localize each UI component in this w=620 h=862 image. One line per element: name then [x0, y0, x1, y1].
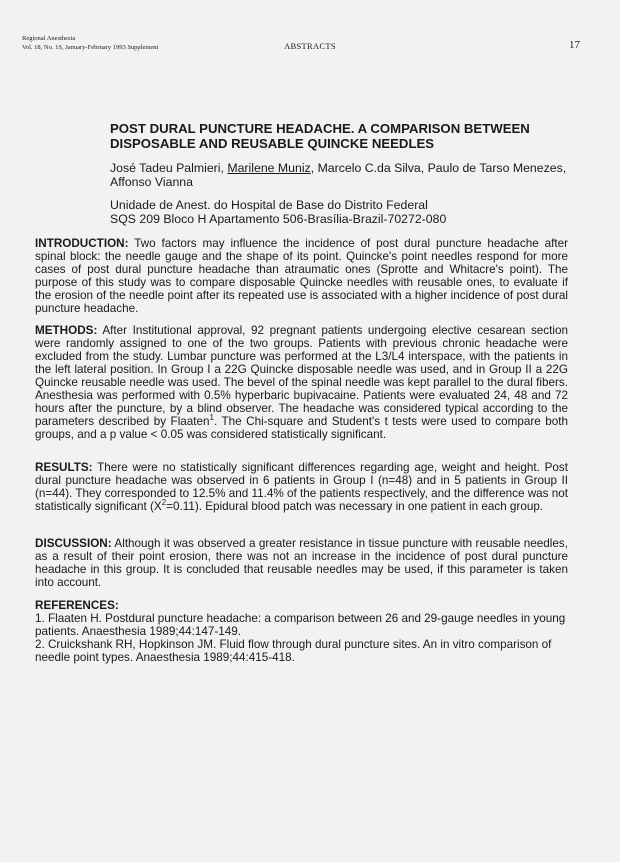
journal-name: Regional Anesthesia [22, 35, 76, 42]
reference-item: 2. Cruickshank RH, Hopkinson JM. Fluid flow through dural puncture sites. An in vitro comparison of needle point types. Anaesthesia 1989;44:415-418. [35, 638, 552, 664]
title-line-2: DISPOSABLE AND REUSABLE QUINCKE NEEDLES [110, 136, 435, 151]
results-section [35, 461, 568, 513]
results-heading: RESULTS: [35, 461, 93, 474]
section-title: ABSTRACTS [284, 41, 336, 51]
affiliation-line-2: SQS 209 Bloco H Apartamento 506-Brasília-Brazil-70272-080 [110, 212, 447, 226]
discussion-section [35, 537, 568, 589]
methods-text-b: . The Chi-square and Student's t tests were used to compare both groups, and a p value < 0.05 was considered statistically significant. [35, 415, 568, 441]
presenting-author: Marilene Muniz [227, 161, 311, 175]
authors [110, 161, 570, 189]
methods-ref-mark: 1 [209, 413, 214, 423]
methods-section [35, 324, 568, 441]
references-heading: REFERENCES: [35, 599, 119, 612]
introduction-text: Two factors may influence the incidence of post dural puncture headache after spinal block: the needle gauge and the shape of its point. Quincke's point needles respond for more cases of post dural puncture headache than atraumatic ones (Sprotte and Whitacre's point). The purpose of this study was to compare disposable Quincke needles with reusable ones, to evaluate if the erosion of the needle point after its repeated use is associated with a higher incidence of post dural puncture headache. [35, 237, 568, 315]
results-exponent: 2 [161, 498, 167, 508]
affiliation [110, 198, 570, 226]
authors-pre: José Tadeu Palmieri, [110, 161, 228, 175]
discussion-heading: DISCUSSION: [35, 537, 112, 550]
discussion-text: Although it was observed a greater resistance in tissue puncture with reusable needles, as a result of their point erosion, there was not an increase in the incidence of post dural puncture headache in this group. It is concluded that reusable needles may be used, if this parameter is taken into account. [35, 537, 568, 589]
authors-post: , Marcelo C.da Silva, Paulo de Tarso Menezes, Affonso Vianna [110, 161, 567, 189]
results-text-a: There were no statistically significant differences regarding age, weight and height. Post dural puncture headache was observed in 6 patients in Group I (n=48) and in 5 patients in Group II (n=44). They corresponded to 12.5% and 11.4% of the patients respectively, and the difference was not statistically significant (X [35, 461, 568, 513]
results-text-b: =0.11). Epidural blood patch was necessary in one patient in each group. [166, 500, 544, 513]
title-line-1: POST DURAL PUNCTURE HEADACHE. A COMPARISON BETWEEN [110, 121, 530, 136]
references-section [35, 599, 568, 664]
affiliation-line-1: Unidade de Anest. do Hospital de Base do Distrito Federal [110, 198, 428, 212]
article-title [110, 121, 580, 151]
introduction-section [35, 237, 568, 315]
introduction-heading: INTRODUCTION: [35, 237, 129, 250]
methods-text-a: After Institutional approval, 92 pregnant patients undergoing elective cesarean section were randomly assigned to one of the two groups. Patients with previous chronic headache were excluded from the study. Lumbar puncture was performed at the L3/L4 interspace, with the patients in the left lateral position. In Group I a 22G Quincke disposable needle was used, and in Group II a 22G Quincke reusable needle was used. The bevel of the spinal needle was kept parallel to the dural fibers. Anesthesia was performed with 0.5% hyperbaric bupivacaine. Patients were evaluated 24, 48 and 72 hours after the puncture, by a blind observer. The headache was considered typical according to the parameters described by Flaaten [35, 324, 568, 428]
reference-item: 1. Flaaten H. Postdural puncture headache: a comparison between 26 and 29-gauge needles in young patients. Anaesthesia 1989;44:147-149. [35, 612, 566, 638]
methods-heading: METHODS: [35, 324, 98, 337]
journal-volume: Vol. 18, No. 1S, January-February 1993 Supplement [22, 44, 159, 51]
page-number: 17 [569, 39, 580, 51]
